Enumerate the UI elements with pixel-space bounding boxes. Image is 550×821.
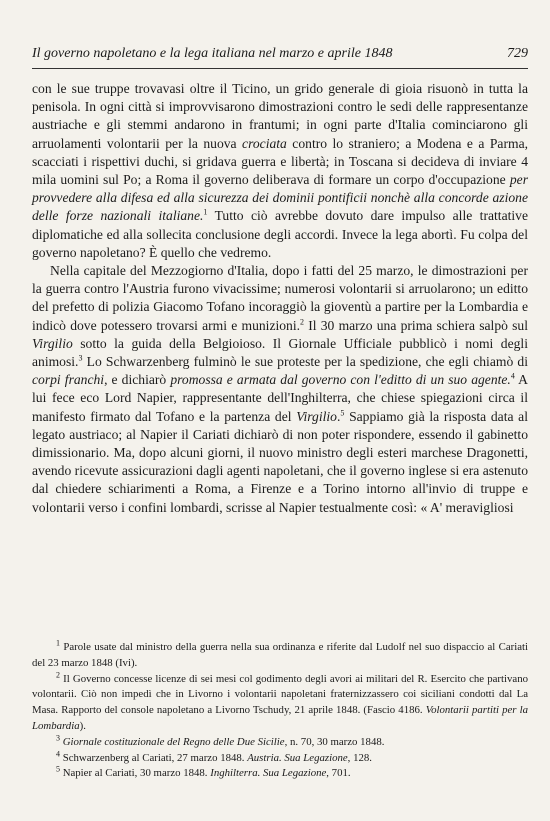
italic-text: corpi franchi	[32, 372, 105, 388]
text-run: Il 30 marzo una prima schiera salpò sul	[304, 317, 528, 333]
footnote-marker: 1	[56, 638, 60, 648]
text-run: contro lo straniero; a Modena e a Parma, scacciati i rispettivi duchi, si gridava guerra e libertà; in Toscana si decideva di inviare 4 mila uomini sul Po; a Roma il governo deliberava di formare un corpo d'occupazione	[32, 135, 528, 188]
italic-text: Giornale costituzionale del Regno delle Due Sicilie	[62, 735, 285, 748]
paragraph	[32, 80, 528, 262]
footnote-marker: 3	[56, 733, 60, 743]
italic-text: Virgilio	[32, 335, 73, 351]
paragraph	[32, 262, 528, 517]
italic-text: Volontarii partiti per la Lombardia	[32, 704, 529, 732]
text-run: Parole usate dal ministro della guerra nella sua ordinanza e riferite dal Ludolf nel suo dispaccio al Cariati del 23 marzo 1848 (Ivi).	[32, 641, 528, 669]
text-run: Sappiamo già la risposta data al legato austriaco; al Napier il Cariati dichiarò di non poter rispondere, essendo il gabinetto dimissionario. Ma, dopo alcuni giorni, il nuovo ministro degli esteri marchese Dragonetti, avendo ricevute assicurazioni dagli agenti napoletani, che il governo inglese si era astenuto dal chiedere schiarimenti a Roma, a Firenze e a Torino intorno all'invio di truppe e volontarii verso i confini lombardi, scrisse al Napier testualmente così: « A' meravigliosi	[32, 408, 528, 515]
running-title: Il governo napoletano e la lega italiana nel marzo e aprile 1848	[32, 46, 393, 61]
text-run: , 701.	[326, 767, 351, 780]
italic-text: promossa e armata dal governo con l'editto di un suo agente.	[170, 372, 511, 388]
text-run: , n. 70, 30 marzo 1848.	[284, 735, 385, 748]
text-run: ).	[79, 719, 86, 732]
italic-text: per provvedere alla difesa ed alla sicurezza dei dominii pontificii nonchè alla concorde azione delle forze nazionali italiane.	[32, 172, 528, 224]
footnote	[32, 640, 528, 672]
text-run: Schwarzenberg al Cariati, 27 marzo 1848.	[60, 751, 248, 764]
footnote-marker: 2	[300, 317, 305, 327]
text-run: con le sue truppe trovavasi oltre il Ticino, un grido generale di gioia risuonò in tutta la penisola. In ogni città si improvvisarono dimostrazioni contro le sedi delle rappresentanze austriache e gli stemmi andarono in frantumi; in ogni parte d'Italia cominciarono gli arruolamenti volontarii per la nuova	[32, 81, 528, 151]
footnote-marker: 1	[203, 207, 208, 217]
footnote-marker: 4	[510, 371, 515, 381]
italic-text: Virgilio	[296, 408, 337, 424]
text-run: Napier al Cariati, 30 marzo 1848.	[60, 767, 211, 780]
header-rule	[32, 68, 528, 69]
text-run: Lo Schwarzenberg fulminò le sue proteste per la spedizione, che egli chiamò di	[82, 354, 528, 370]
text-run: , e dichiarò	[104, 372, 171, 388]
footnote-marker: 2	[56, 670, 60, 679]
footnotes	[32, 640, 528, 782]
text-run: .	[336, 408, 341, 424]
text-run: , 128.	[347, 751, 372, 764]
footnote-marker: 5	[56, 764, 60, 774]
text-run: sotto la guida della Belgioioso. Il Giornale Ufficiale pubblicò i nomi degli animosi.	[32, 335, 528, 370]
text-run: Tutto ciò avrebbe dovuto dare impulso alle trattative diplomatiche ed alla sollecita conclusione degli accordi. Invece la lega abortì. Fu colpa del governo napoletano? È quello che vedremo.	[32, 208, 528, 260]
text-run: Il Governo concesse licenze di sei mesi col godimento degli avori ai militari del R. Esercito che partivano volontarii. Ciò non impedì che in Livorno i volontarii napoletani fraternizzassero coi siciliani condotti dal La Masa. Rapporto del console napoletano a Livorno Tschudy, 21 aprile 1848. (Fascio 4186.	[32, 672, 528, 717]
footnote-marker: 3	[78, 353, 83, 363]
italic-text: Inghilterra. Sua Legazione	[210, 767, 327, 780]
footnote	[32, 766, 528, 782]
text-run: Nella capitale del Mezzogiorno d'Italia, dopo i fatti del 25 marzo, le dimostrazioni per la guerra contro l'Austria furono vivacissime; numerosi volontarii si arruolarono; un editto del prefetto di polizia Giacomo Tofano incoraggiò la gioventù a partire per la Lombardia e indicò dove potessero trovarsi armi e munizioni.	[32, 263, 528, 333]
footnote-marker: 5	[340, 408, 345, 418]
page-header	[32, 46, 528, 62]
italic-text: crociata	[242, 135, 287, 151]
footnote	[32, 748, 528, 767]
page-number: 729	[507, 46, 528, 61]
main-text	[32, 80, 528, 517]
footnote	[32, 735, 528, 751]
italic-text: Austria. Sua Legazione	[247, 751, 348, 764]
text-run: A lui fece eco Lord Napier, rappresentante dell'Inghilterra, che chiese spiegazioni circa il manifesto firmato dal Tofano e la partenza del	[32, 372, 528, 424]
footnote	[32, 672, 528, 735]
footnote-marker: 4	[56, 748, 60, 758]
